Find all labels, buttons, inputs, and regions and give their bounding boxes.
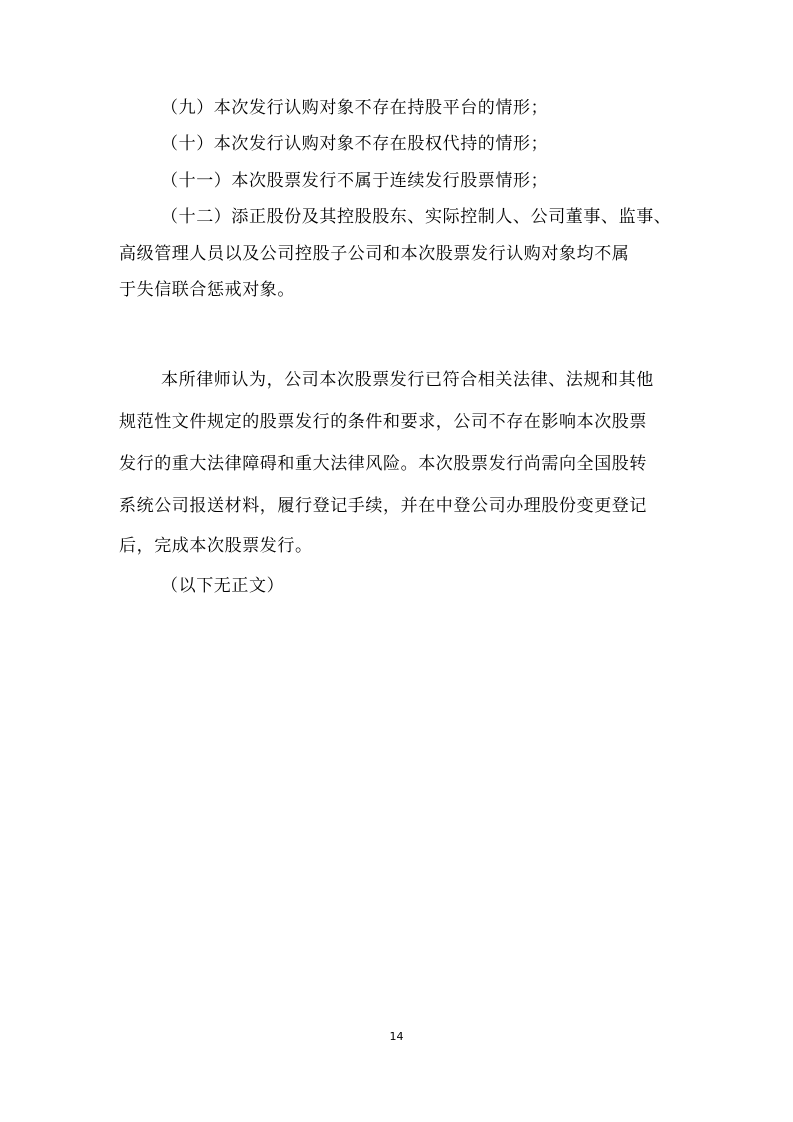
list-item-12-line-3: 于失信联合惩戒对象。 (119, 280, 295, 300)
conclusion-line-1: 本所律师认为，公司本次股票发行已符合相关法律、法规和其他 (161, 370, 654, 390)
conclusion-line-3: 发行的重大法律障碍和重大法律风险。本次股票发行尚需向全国股转 (119, 454, 647, 474)
closing-note: （以下无正文） (161, 576, 285, 596)
list-item-12-line-1: （十二）添正股份及其控股股东、实际控制人、公司董事、监事、 (161, 207, 672, 227)
conclusion-line-4: 系统公司报送材料，履行登记手续，并在中登公司办理股份变更登记 (119, 496, 647, 516)
list-item-12-line-2: 高级管理人员以及公司控股子公司和本次股票发行认购对象均不属 (119, 244, 630, 264)
list-item-10: （十）本次发行认购对象不存在股权代持的情形； (161, 134, 549, 154)
page-number: 14 (389, 1030, 404, 1043)
conclusion-line-5: 后，完成本次股票发行。 (119, 536, 313, 556)
list-item-11: （十一）本次股票发行不属于连续发行股票情形； (161, 171, 549, 191)
conclusion-line-2: 规范性文件规定的股票发行的条件和要求，公司不存在影响本次股票 (119, 412, 647, 432)
list-item-9: （九）本次发行认购对象不存在持股平台的情形； (161, 98, 549, 118)
